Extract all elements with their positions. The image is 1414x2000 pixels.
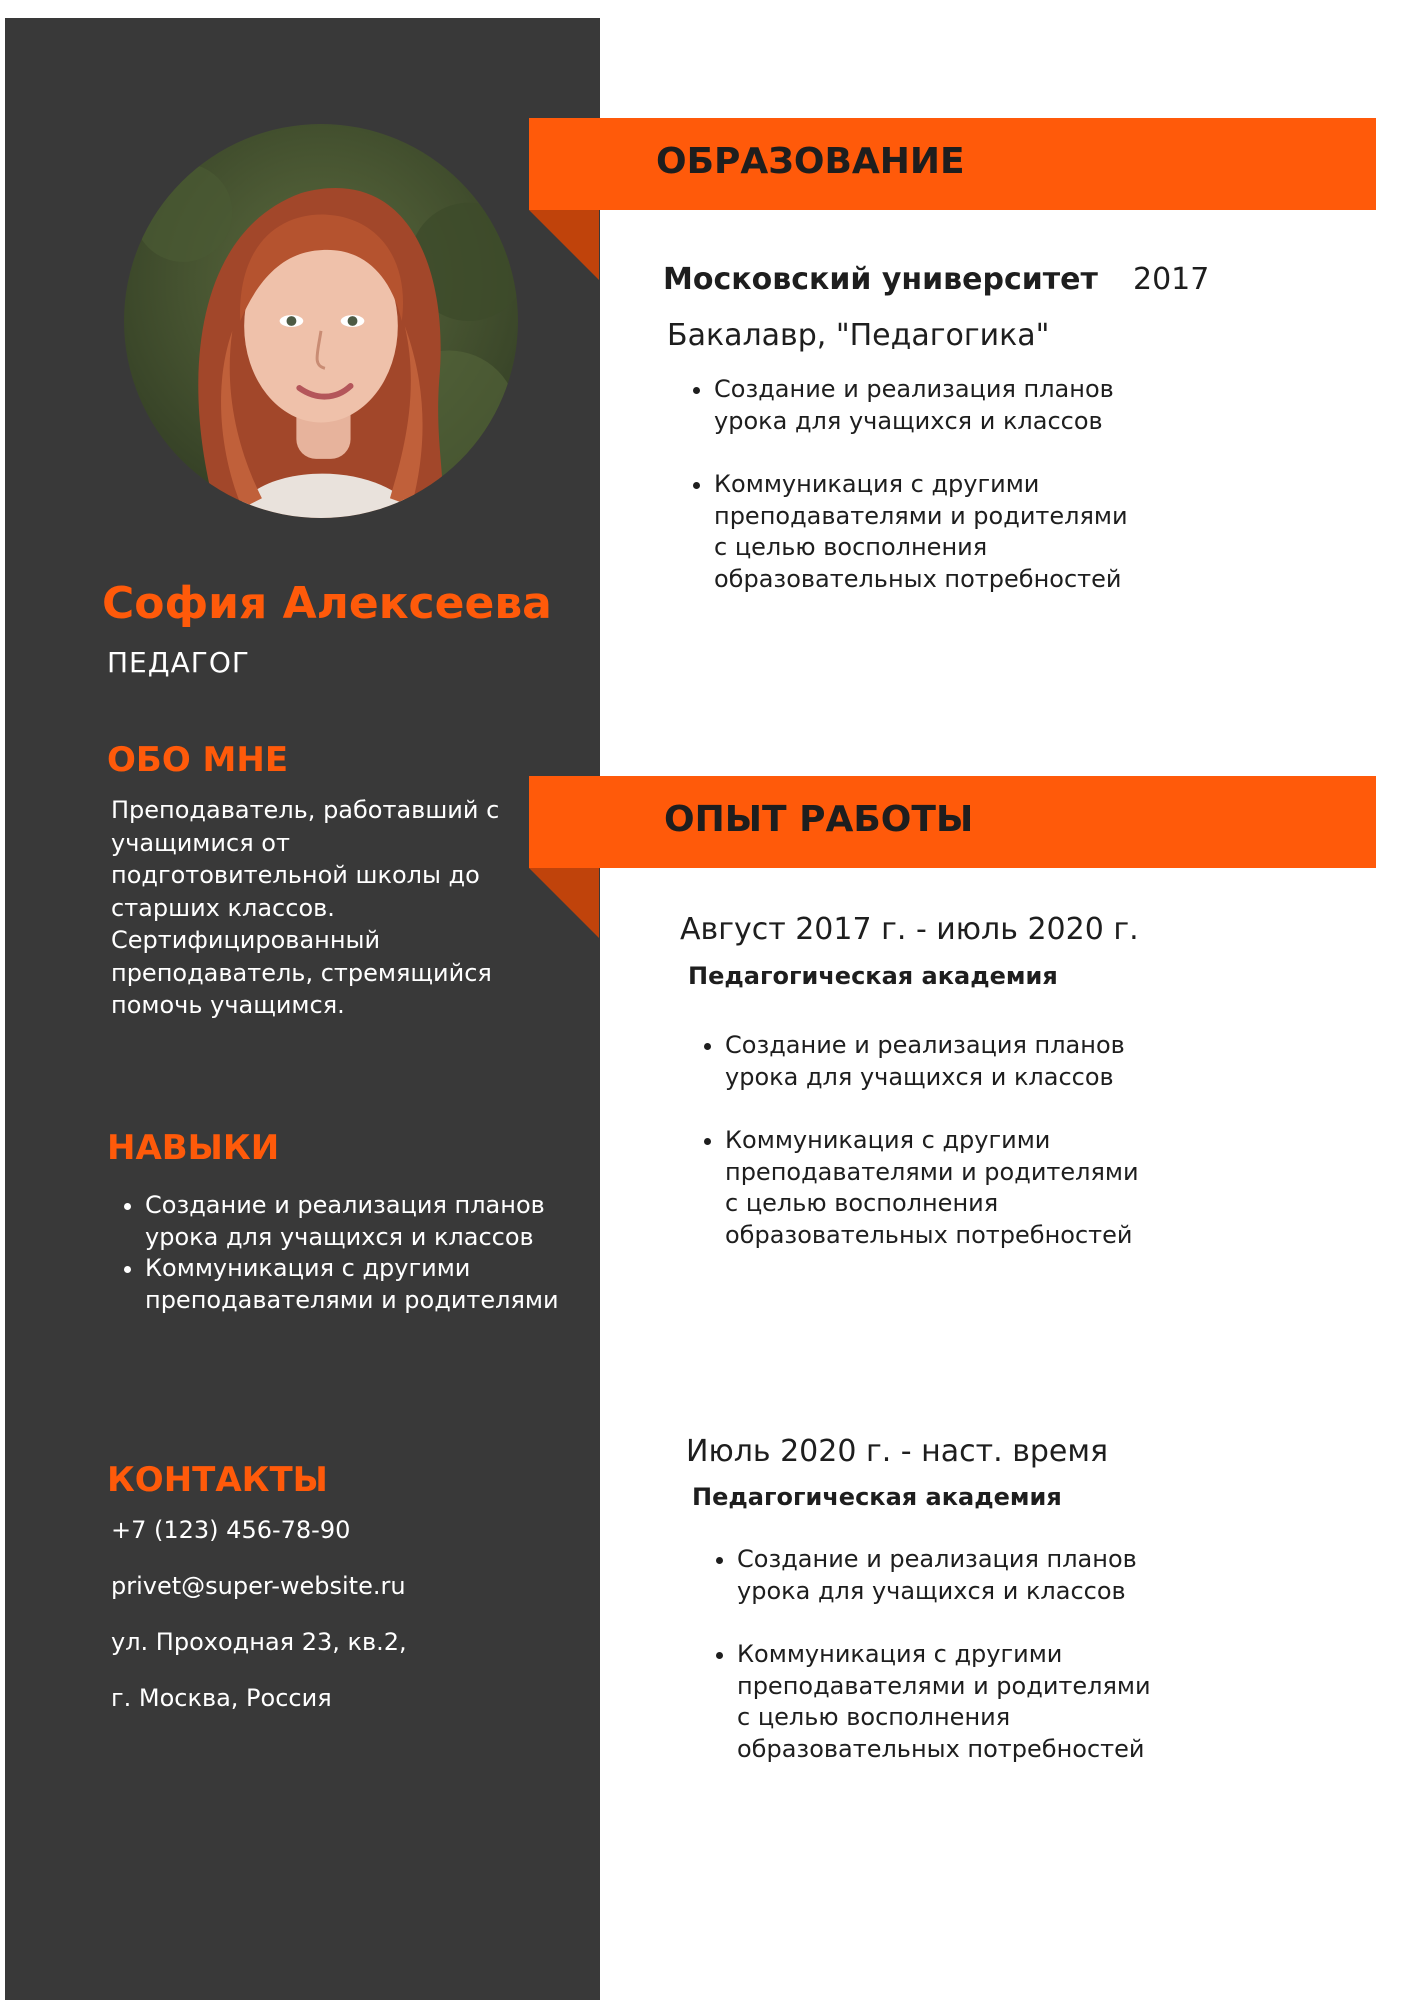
contact-address-city: г. Москва, Россия bbox=[111, 1684, 332, 1712]
job-bullets bbox=[697, 1030, 1145, 1283]
about-text: Преподаватель, работавший с учащимися от подготовительной школы до старших классов. Сертифицированный преподаватель, стремящийся помочь учащимся. bbox=[111, 796, 500, 1019]
skills-list bbox=[115, 1190, 585, 1316]
skill-item: • Коммуникация с другими преподавателями и родителями bbox=[145, 1253, 585, 1316]
education-degree: Бакалавр, "Педагогика" bbox=[667, 318, 1050, 353]
job-company: Педагогическая академия bbox=[688, 962, 1058, 990]
education-bullet: • Коммуникация с другими преподавателями и родителями с целью восполнения образовательных потребностей bbox=[714, 469, 1134, 595]
job-period: Июль 2020 г. - наст. время bbox=[686, 1434, 1109, 1469]
experience-heading: ОПЫТ РАБОТЫ bbox=[664, 799, 974, 840]
education-year: 2017 bbox=[1133, 262, 1210, 297]
skills-heading: НАВЫКИ bbox=[107, 1128, 280, 1168]
job-company: Педагогическая академия bbox=[692, 1483, 1062, 1511]
job-bullet: • Коммуникация с другими преподавателями и родителями с целью восполнения образовательных потребностей bbox=[737, 1639, 1157, 1765]
job-period: Август 2017 г. - июль 2020 г. bbox=[680, 912, 1139, 947]
education-banner bbox=[529, 118, 1376, 210]
job-bullet: • Создание и реализация планов урока для учащихся и классов bbox=[725, 1030, 1145, 1093]
person-name: София Алексеева bbox=[102, 578, 552, 629]
job-bullet: • Коммуникация с другими преподавателями и родителями с целью восполнения образовательных потребностей bbox=[725, 1125, 1145, 1251]
profile-photo bbox=[124, 124, 518, 518]
about-heading: ОБО МНЕ bbox=[107, 740, 289, 780]
contacts-heading: КОНТАКТЫ bbox=[107, 1460, 328, 1500]
education-banner-fold bbox=[529, 210, 599, 280]
experience-banner bbox=[529, 776, 1376, 868]
sidebar bbox=[5, 18, 600, 2000]
skill-item: • Создание и реализация планов урока для учащихся и классов bbox=[145, 1190, 585, 1253]
education-heading: ОБРАЗОВАНИЕ bbox=[656, 141, 965, 182]
experience-banner-fold bbox=[529, 868, 599, 938]
contact-email[interactable]: privet@super-website.ru bbox=[111, 1572, 406, 1600]
education-school: Московский университет bbox=[663, 262, 1098, 297]
job-bullets bbox=[709, 1544, 1157, 1797]
education-bullets bbox=[686, 374, 1134, 627]
profile-photo-image bbox=[124, 124, 518, 518]
job-bullet: • Создание и реализация планов урока для учащихся и классов bbox=[737, 1544, 1157, 1607]
person-role: ПЕДАГОГ bbox=[107, 646, 250, 679]
education-bullet: • Создание и реализация планов урока для учащихся и классов bbox=[714, 374, 1134, 437]
contact-phone[interactable]: +7 (123) 456-78-90 bbox=[111, 1516, 351, 1544]
contact-address-street: ул. Проходная 23, кв.2, bbox=[111, 1628, 407, 1656]
